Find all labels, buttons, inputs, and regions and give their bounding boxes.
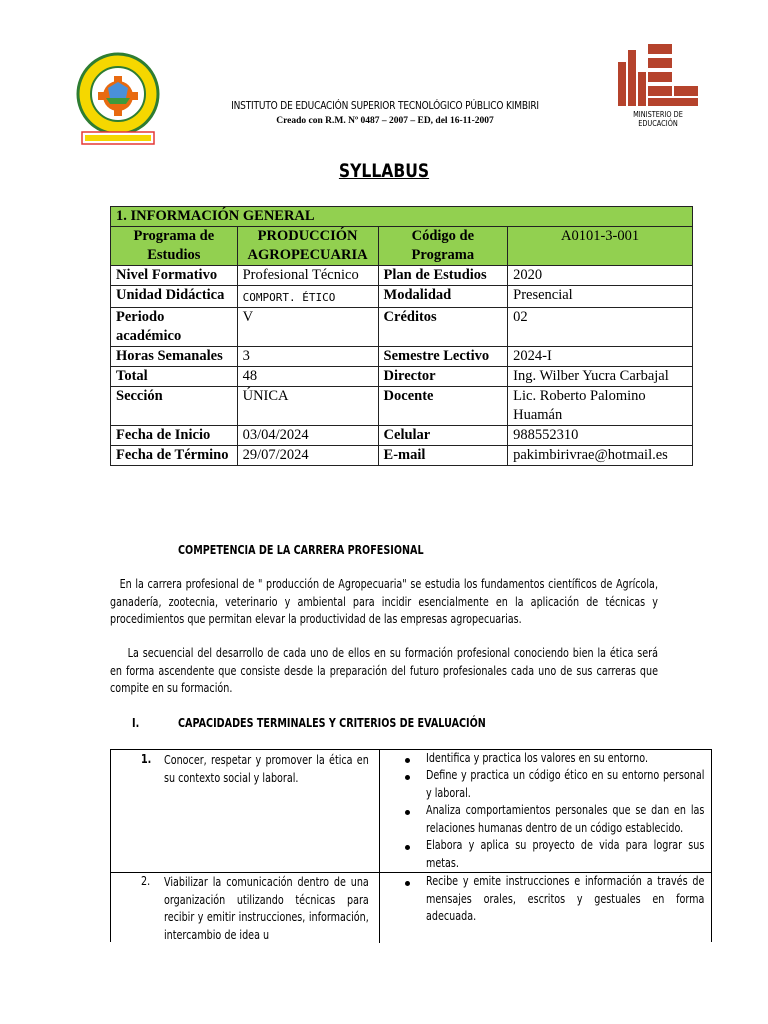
section-number: I. — [132, 716, 140, 730]
capacity-text: Conocer, respetar y promover la ética en su contexto social y laboral. — [164, 753, 369, 785]
table-row — [111, 266, 693, 286]
row-label: Total — [111, 367, 238, 387]
row-label: Celular — [378, 426, 508, 446]
row-label: Modalidad — [378, 286, 508, 308]
item-number: 1. — [141, 752, 152, 766]
column-divider — [379, 750, 380, 943]
row-value: 988552310 — [508, 426, 693, 446]
program-code-value: A0101-3-001 — [508, 227, 693, 266]
paragraph-text: La secuencial del desarrollo de cada uno de ellos en su formación profesional conociendo bien la ética será en forma ascendente que consiste desde la preparación del futuro profesionales cada uno de sus carreras que compite en su formación. — [110, 646, 659, 695]
table-row — [111, 347, 693, 367]
row-value: COMPORT. ÉTICO — [237, 286, 378, 308]
criterion-text: Elabora y aplica su proyecto de vida para lograr sus metas. — [426, 838, 705, 870]
row-label: Créditos — [378, 308, 508, 347]
row-value: 2024-I — [508, 347, 693, 367]
row-value: 2020 — [508, 266, 693, 286]
row-label: Unidad Didáctica — [111, 286, 238, 308]
table-row — [111, 367, 693, 387]
criterion-text: Identifica y practica los valores en su entorno. — [426, 751, 649, 765]
row-value: 03/04/2024 — [237, 426, 378, 446]
row-value: Presencial — [508, 286, 693, 308]
capacidades-heading: CAPACIDADES TERMINALES Y CRITERIOS DE EVALUACIÓN — [178, 716, 486, 730]
competencia-heading: COMPETENCIA DE LA CARRERA PROFESIONAL — [178, 543, 424, 557]
row-label: Fecha de Término — [111, 446, 238, 466]
general-info-heading: 1. INFORMACIÓN GENERAL — [111, 207, 693, 227]
row-value: Lic. Roberto Palomino Huamán — [508, 387, 693, 426]
criterion-text: Recibe y emite instrucciones e información a través de mensajes orales, escritos y gestuales en forma adecuada. — [426, 874, 705, 923]
criterion-text: Define y practica un código ético en su entorno personal y laboral. — [426, 768, 705, 800]
competencia-paragraph-1 — [110, 576, 658, 629]
ministry-name: MINISTERIO DE EDUCACIÓN — [633, 110, 683, 128]
row-label: E-mail — [378, 446, 508, 466]
row-value: 02 — [508, 308, 693, 347]
program-label: Programa de Estudios — [111, 227, 238, 266]
bullet-icon — [405, 845, 410, 850]
institute-logo — [68, 52, 168, 150]
row-label: Nivel Formativo — [111, 266, 238, 286]
criterion-text: Analiza comportamientos personales que se dan en las relaciones humanas dentro de un código establecido. — [426, 803, 705, 835]
item-number: 2. — [141, 874, 151, 888]
row-value: Profesional Técnico — [237, 266, 378, 286]
row-label: Plan de Estudios — [378, 266, 508, 286]
row-label: Periodo académico — [111, 308, 238, 347]
row-label: Horas Semanales — [111, 347, 238, 367]
table-row — [111, 308, 693, 347]
row-label: Director — [378, 367, 508, 387]
row-label: Docente — [378, 387, 508, 426]
table-row — [111, 426, 693, 446]
capacidades-table — [110, 749, 712, 942]
row-value: V — [237, 308, 378, 347]
row-value: pakimbirivrae@hotmail.es — [508, 446, 693, 466]
table-row — [111, 446, 693, 466]
paragraph-text: En la carrera profesional de " producción de Agropecuaria" se estudia los fundamentos científicos de Agrícola, ganadería, zootecnia, veterinario y ambiental para incidir esencialmente en la aplicación de técnicas y procedimientos que permitan elevar la productividad de las empresas agropecuarias. — [110, 577, 659, 626]
bullet-icon — [405, 881, 410, 886]
row-value: 3 — [237, 347, 378, 367]
row-value: 29/07/2024 — [237, 446, 378, 466]
program-code-label: Código de Programa — [378, 227, 508, 266]
bullet-icon — [405, 775, 410, 780]
row-value: Ing. Wilber Yucra Carbajal — [508, 367, 693, 387]
table-row — [111, 387, 693, 426]
row-label: Fecha de Inicio — [111, 426, 238, 446]
row-label: Semestre Lectivo — [378, 347, 508, 367]
table-row — [111, 286, 693, 308]
row-value: ÚNICA — [237, 387, 378, 426]
program-value: PRODUCCIÓN AGROPECUARIA — [237, 227, 378, 266]
page-title: SYLLABUS — [338, 160, 430, 182]
bullet-icon — [405, 758, 410, 763]
general-info-table — [110, 206, 693, 466]
row-value: 48 — [237, 367, 378, 387]
resolution-text: Creado con R.M. Nº 0487 – 2007 – ED, del 16-11-2007 — [276, 116, 494, 126]
bullet-icon — [405, 810, 410, 815]
row-label: Sección — [111, 387, 238, 426]
competencia-paragraph-2 — [110, 645, 658, 698]
institute-name: INSTITUTO DE EDUCACIÓN SUPERIOR TECNOLÓGICO PÚBLICO KIMBIRI — [231, 100, 539, 112]
capacity-text: Viabilizar la comunicación dentro de una organización utilizando técnicas para recibir y emitir instrucciones, información, intercambio de idea u — [164, 875, 369, 942]
